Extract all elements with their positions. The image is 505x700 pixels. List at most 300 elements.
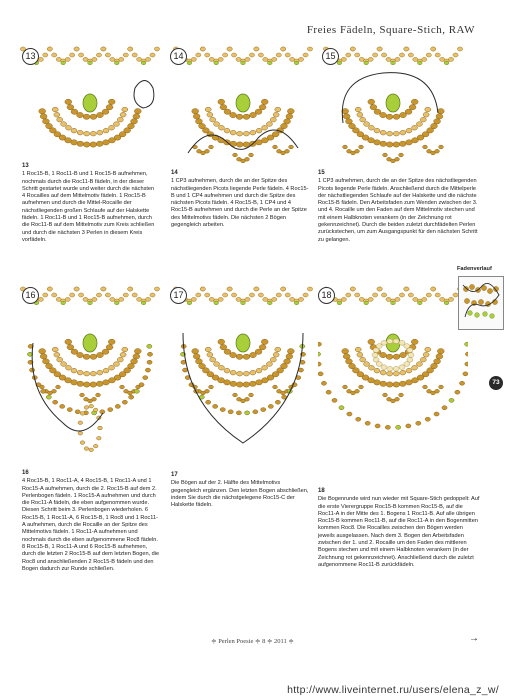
outer-arc-bead (318, 342, 321, 346)
outer-arc-bead (406, 424, 411, 428)
motif-bead (65, 99, 72, 104)
necklace-bead (101, 47, 106, 51)
motif-bead (386, 114, 393, 119)
motif-bead (97, 352, 104, 357)
motif-bead (243, 114, 250, 119)
motif-bead (386, 354, 393, 359)
motif-bead (43, 359, 50, 364)
motif-bead (374, 368, 380, 373)
step-text-number: 13 (22, 163, 29, 169)
necklace-bead (231, 53, 236, 57)
motif-bead (90, 354, 97, 359)
motif-bead (420, 357, 426, 362)
motif-bead (120, 352, 126, 357)
necklace-accent-bead (444, 301, 449, 305)
picot-bead (343, 145, 348, 149)
motif-bead (360, 117, 366, 122)
motif-bead (256, 368, 262, 373)
necklace-bead (132, 53, 137, 57)
motif-bead (108, 339, 115, 344)
motif-bead (425, 347, 431, 352)
necklace-accent-bead (391, 301, 396, 305)
motif-bead (346, 119, 353, 124)
necklace-accent-bead (241, 61, 246, 65)
necklace-accent-bead (88, 61, 93, 65)
necklace-bead (373, 53, 378, 57)
pendant-loop-bead (93, 444, 98, 448)
motif-bead (90, 371, 96, 376)
necklace-bead (422, 297, 427, 301)
outer-arc-bead (268, 404, 273, 408)
necklace-bead (381, 293, 386, 297)
outer-arc-bead (332, 398, 337, 402)
outer-arc-bead (434, 412, 439, 416)
necklace-bead (145, 297, 150, 301)
motif-bead (214, 362, 220, 367)
motif-bead (256, 128, 262, 133)
necklace-bead (52, 53, 57, 57)
motif-bead (236, 354, 243, 359)
thread-path (188, 130, 298, 153)
outer-arc-bead (339, 406, 344, 410)
necklace-bead (47, 47, 52, 51)
motif-bead (286, 114, 293, 119)
step-number-14: 14 (170, 48, 187, 65)
motif-bead (400, 130, 406, 135)
outer-arc-bead (147, 360, 152, 364)
picot-bead (249, 393, 254, 397)
motif-bead (39, 349, 46, 354)
outer-arc-bead (29, 368, 34, 372)
pendant-loop-bead (98, 426, 103, 430)
necklace-bead (350, 287, 355, 291)
necklace-bead (200, 47, 205, 51)
outer-arc-bead (385, 425, 390, 429)
motif-bead (423, 112, 429, 117)
step-text-number: 15 (318, 170, 325, 176)
outer-arc-bead (442, 406, 447, 410)
step-text-16 (22, 470, 160, 573)
outer-arc-bead (46, 395, 51, 399)
necklace-bead (298, 297, 303, 301)
cream-bead (381, 341, 387, 346)
motif-bead (103, 128, 109, 133)
necklace-bead (245, 57, 250, 61)
center-drop-bead (236, 94, 250, 112)
motif-bead (436, 354, 443, 359)
motif-bead (411, 339, 418, 344)
motif-bead (368, 125, 374, 130)
necklace-accent-bead (268, 61, 273, 65)
motif-bead (368, 339, 375, 344)
necklace-bead (346, 53, 351, 57)
pendant-loop-bead (84, 406, 89, 410)
step-text-body: 1 CP3 aufnehmen, durch die an der Spitze des nächstliegenden Picots liegende Perle fädeln. 4 Roc15-B und 1 CP4 aufnehmen und durch die Spitze des nächsten Picots fädeln. 4 Roc15-B, 1 CP4 und 4 Roc15-B aufnehmen und durch die Perle an der Spitze des Mittelmotivs fädeln. Die nächsten 2 Bögen gegengleich arbeiten. (171, 178, 309, 229)
necklace-accent-bead (444, 61, 449, 65)
motif-bead (343, 354, 350, 359)
outer-arc-bead (425, 417, 430, 421)
necklace-bead (101, 287, 106, 291)
cream-bead (387, 339, 393, 344)
motif-bead (249, 381, 256, 386)
necklace-accent-bead (337, 301, 342, 305)
motif-bead (97, 130, 103, 135)
necklace-accent-bead (187, 61, 192, 65)
necklace-bead (92, 297, 97, 301)
page-badge: 73 (489, 376, 503, 390)
outer-arc-bead (465, 352, 468, 356)
motif-bead (83, 114, 90, 119)
necklace-bead (145, 57, 150, 61)
pendant-loop-bead (78, 421, 83, 425)
picot-bead (209, 385, 214, 389)
necklace-accent-bead (141, 301, 146, 305)
necklace-bead (78, 293, 83, 297)
motif-bead (230, 370, 236, 375)
step-text-13 (22, 163, 158, 244)
necklace-bead (245, 297, 250, 301)
necklace-bead (426, 53, 431, 57)
picot-bead (355, 149, 360, 153)
outer-arc-bead (275, 400, 280, 404)
necklace-accent-bead (141, 61, 146, 65)
motif-bead (406, 140, 413, 145)
motif-bead (386, 382, 393, 387)
necklace-bead (128, 287, 133, 291)
motif-bead (65, 125, 71, 130)
motif-bead (71, 128, 77, 133)
necklace-bead (281, 287, 286, 291)
motif-bead (411, 99, 418, 104)
step-text-number: 16 (22, 470, 29, 476)
outer-arc-bead (67, 408, 72, 412)
necklace-accent-bead (241, 301, 246, 305)
necklace-bead (377, 287, 382, 291)
picot-bead (273, 145, 278, 149)
cream-bead (407, 348, 413, 353)
necklace-bead (223, 53, 228, 57)
motif-bead (77, 381, 84, 386)
necklace-bead (123, 293, 128, 297)
pendant-loop-bead (84, 447, 89, 451)
picot-bead (289, 145, 294, 149)
motif-bead (393, 371, 399, 376)
necklace-accent-bead (268, 301, 273, 305)
step-number-18: 18 (318, 287, 335, 304)
necklace-accent-bead (61, 301, 66, 305)
outer-arc-bead (108, 408, 113, 412)
step-text-17 (171, 472, 311, 509)
necklace-bead (422, 57, 427, 61)
picot-bead (395, 397, 400, 401)
picot-bead (399, 393, 404, 397)
motif-bead (218, 125, 224, 130)
motif-bead (412, 125, 418, 130)
outer-arc-bead (41, 389, 46, 393)
thread-path-inset (458, 276, 504, 330)
necklace-bead (276, 53, 281, 57)
necklace-bead (132, 293, 137, 297)
motif-bead (270, 117, 276, 122)
outer-arc-bead (134, 389, 139, 393)
outer-arc-bead (356, 417, 361, 421)
motif-bead (393, 131, 399, 136)
necklace-bead (218, 57, 223, 61)
necklace-bead (65, 57, 70, 61)
picot-bead (439, 385, 444, 389)
step-text-body: 1 Roc15-B, 1 Roc11-B und 1 Roc15-B aufnehmen, nochmals durch die Roc11-B fädeln, in der dieser Schritt gestartet wurde und weiter durch die nächsten 4 Rocailles auf dem Mittelmotiv fädeln. 1 Roc15-B aufnehmen und durch die Mittel-Rocaille der nächstliegenden großen Schlaufe auf der Halskette fädeln. 1 Roc11-B und 1 Roc15-B aufnehmen, durch die Roc11-B auf dem Mittelmotiv zum Kreis schließen und durch die nächsten 3 Perlen in diesem Kreis vorfädeln. (22, 171, 155, 243)
necklace-bead (377, 47, 382, 51)
motif-bead (224, 368, 230, 373)
motif-bead (96, 381, 103, 386)
motif-bead (207, 112, 213, 117)
motif-bead (273, 352, 279, 357)
motif-bead (237, 371, 243, 376)
necklace-bead (285, 293, 290, 297)
step-text-18 (318, 488, 481, 569)
necklace-bead (404, 47, 409, 51)
necklace-bead (307, 287, 312, 291)
motif-bead (133, 114, 140, 119)
motif-bead (357, 112, 363, 117)
necklace-bead (218, 297, 223, 301)
outer-arc-bead (365, 421, 370, 425)
motif-bead (134, 349, 141, 354)
picot-bead (285, 149, 290, 153)
motif-bead (420, 117, 426, 122)
step-text-number: 17 (171, 472, 178, 478)
necklace-accent-bead (364, 301, 369, 305)
picot-bead (92, 397, 97, 401)
picot-bead (383, 393, 388, 397)
necklace-bead (150, 53, 155, 57)
motif-bead (393, 382, 400, 387)
motif-bead (374, 128, 380, 133)
motif-bead (103, 380, 110, 385)
picot-bead (209, 145, 214, 149)
necklace-bead (205, 53, 210, 57)
motif-bead (207, 352, 213, 357)
cream-bead (387, 366, 393, 371)
necklace-bead (457, 47, 462, 51)
necklace-bead (74, 287, 79, 291)
necklace-bead (341, 57, 346, 61)
motif-bead (61, 362, 67, 367)
necklace-bead (298, 57, 303, 61)
necklace-accent-bead (214, 61, 219, 65)
motif-bead (370, 105, 377, 110)
motif-bead (57, 357, 63, 362)
step-number-13: 13 (22, 48, 39, 65)
motif-bead (90, 142, 97, 147)
motif-bead (84, 131, 90, 136)
necklace-bead (43, 53, 48, 57)
necklace-bead (285, 53, 290, 57)
motif-bead (65, 339, 72, 344)
necklace-bead (154, 287, 159, 291)
necklace-bead (435, 53, 440, 57)
necklace-bead (123, 53, 128, 57)
outer-arc-bead (375, 424, 380, 428)
necklace-bead (346, 293, 351, 297)
motif-bead (122, 107, 128, 112)
outer-arc-bead (463, 372, 468, 376)
center-drop-bead (83, 334, 97, 352)
picot-bead (343, 385, 348, 389)
necklace-bead (307, 47, 312, 51)
outer-arc-bead (396, 425, 401, 429)
outer-arc-bead (318, 372, 323, 376)
motif-bead (40, 354, 47, 359)
necklace-bead (223, 293, 228, 297)
necklace-bead (368, 57, 373, 61)
motif-bead (243, 354, 250, 359)
motif-bead (113, 122, 119, 127)
motif-bead (83, 382, 90, 387)
cream-bead (393, 366, 399, 371)
necklace-bead (227, 47, 232, 51)
outer-arc-bead (321, 381, 326, 385)
pendant-loop-bead (89, 404, 94, 408)
necklace-accent-bead (294, 301, 299, 305)
outer-arc-bead (459, 381, 464, 385)
figure-step-17 (168, 283, 318, 468)
motif-bead (214, 122, 220, 127)
motif-bead (236, 382, 243, 387)
motif-bead (355, 107, 361, 112)
motif-bead (243, 131, 249, 136)
motif-bead (117, 357, 123, 362)
outer-arc-bead (347, 412, 352, 416)
motif-bead (342, 349, 349, 354)
necklace-bead (399, 53, 404, 57)
necklace-bead (258, 293, 263, 297)
motif-bead (243, 382, 250, 387)
picot-bead (359, 385, 364, 389)
outer-arc-bead (449, 398, 454, 402)
motif-bead (250, 112, 257, 117)
necklace-bead (254, 287, 259, 291)
motif-bead (368, 99, 375, 104)
motif-bead (400, 352, 407, 357)
picot-bead (56, 385, 61, 389)
step-number-16: 16 (22, 287, 39, 304)
motif-bead (84, 371, 90, 376)
picot-bead (423, 385, 428, 389)
outer-arc-bead (147, 352, 152, 356)
necklace-accent-bead (418, 301, 423, 305)
necklace-accent-bead (418, 61, 423, 65)
necklace-bead (92, 57, 97, 61)
outer-arc-bead (318, 352, 321, 356)
necklace-bead (350, 47, 355, 51)
picot-bead (80, 393, 85, 397)
necklace-accent-bead (61, 61, 66, 65)
necklace-bead (258, 53, 263, 57)
motif-bead (52, 107, 58, 112)
motif-bead (43, 119, 50, 124)
necklace-bead (191, 297, 196, 301)
cream-bead (407, 357, 413, 362)
motif-bead (406, 128, 412, 133)
necklace-bead (205, 293, 210, 297)
motif-bead (256, 380, 263, 385)
step-text-body: 4 Roc15-B, 1 Roc11-A, 4 Roc15-B, 1 Roc11-A und 1 Roc15-A aufnehmen, durch die 2. Roc15-B auf dem 2. Perlenbogen fädeln. 1 Roc15-A aufnehmen und durch die Roc11-A fädeln, die eben aufgenommen wurde. Diesen Schritt beim 3. Perlenbogen wiederholen. 6 Roc15-B, 1 Roc11-A, 6 Roc15-B, 1 Roc8 und 1 Roc11-A aufnehmen, durch die Rocaille an der Spitze des Mittelmotivs fädeln. 1 Roc11-A aufnehmen und nochmals durch die eben aufgenommene Roc8 fädeln. 8 Roc15-B, 1 Roc11-A und 6 Roc15-B aufnehmen, durch die letzten 2 Roc15-B auf dem letzten Bogen, die Roc8 und anschließenden 2 Roc15-B fädeln und den Bogen dadurch zur Runde schließen. (22, 478, 160, 572)
picot-bead (233, 393, 238, 397)
necklace-bead (303, 293, 308, 297)
motif-bead (261, 339, 268, 344)
cream-bead (408, 353, 414, 358)
necklace-accent-bead (364, 61, 369, 65)
picot-bead (120, 385, 125, 389)
motif-bead (273, 112, 279, 117)
motif-bead (77, 130, 83, 135)
necklace-accent-bead (214, 301, 219, 305)
motif-bead (117, 117, 123, 122)
motif-bead (90, 131, 96, 136)
motif-bead (262, 365, 268, 370)
necklace-bead (303, 53, 308, 57)
necklace-bead (70, 293, 75, 297)
cream-bead (372, 353, 378, 358)
pendant-loop-bead (78, 431, 83, 435)
necklace-bead (196, 293, 201, 297)
pendant-loop-bead (89, 448, 94, 452)
necklace-bead (395, 297, 400, 301)
necklace-bead (453, 53, 458, 57)
motif-bead (380, 370, 386, 375)
motif-bead (224, 128, 230, 133)
picot-bead (205, 389, 210, 393)
necklace-bead (254, 47, 259, 51)
necklace-bead (96, 293, 101, 297)
motif-bead (412, 365, 418, 370)
outer-arc-bead (60, 404, 65, 408)
necklace-bead (272, 57, 277, 61)
necklace-bead (408, 293, 413, 297)
center-drop-bead (386, 94, 400, 112)
picot-bead (399, 153, 404, 157)
motif-bead (108, 99, 115, 104)
next-page-arrow-icon[interactable]: → (469, 633, 479, 644)
motif-bead (360, 357, 366, 362)
motif-bead (436, 114, 443, 119)
motif-bead (400, 112, 407, 117)
figure-step-15 (318, 43, 468, 163)
necklace-bead (105, 293, 110, 297)
motif-bead (218, 365, 224, 370)
outer-arc-bead (115, 404, 120, 408)
cream-bead (376, 362, 382, 367)
necklace-accent-bead (115, 61, 120, 65)
necklace-bead (435, 293, 440, 297)
necklace-bead (38, 57, 43, 61)
outer-arc-bead (326, 390, 331, 394)
necklace-bead (128, 47, 133, 51)
motif-bead (400, 370, 406, 375)
motif-bead (40, 114, 47, 119)
motif-bead (270, 357, 276, 362)
motif-bead (67, 105, 74, 110)
motif-bead (380, 130, 386, 135)
figure-step-16 (15, 283, 165, 468)
motif-bead (399, 381, 406, 386)
necklace-bead (38, 297, 43, 301)
necklace-bead (276, 293, 281, 297)
motif-bead (275, 107, 281, 112)
motif-bead (425, 107, 431, 112)
outer-arc-bead (228, 410, 233, 414)
